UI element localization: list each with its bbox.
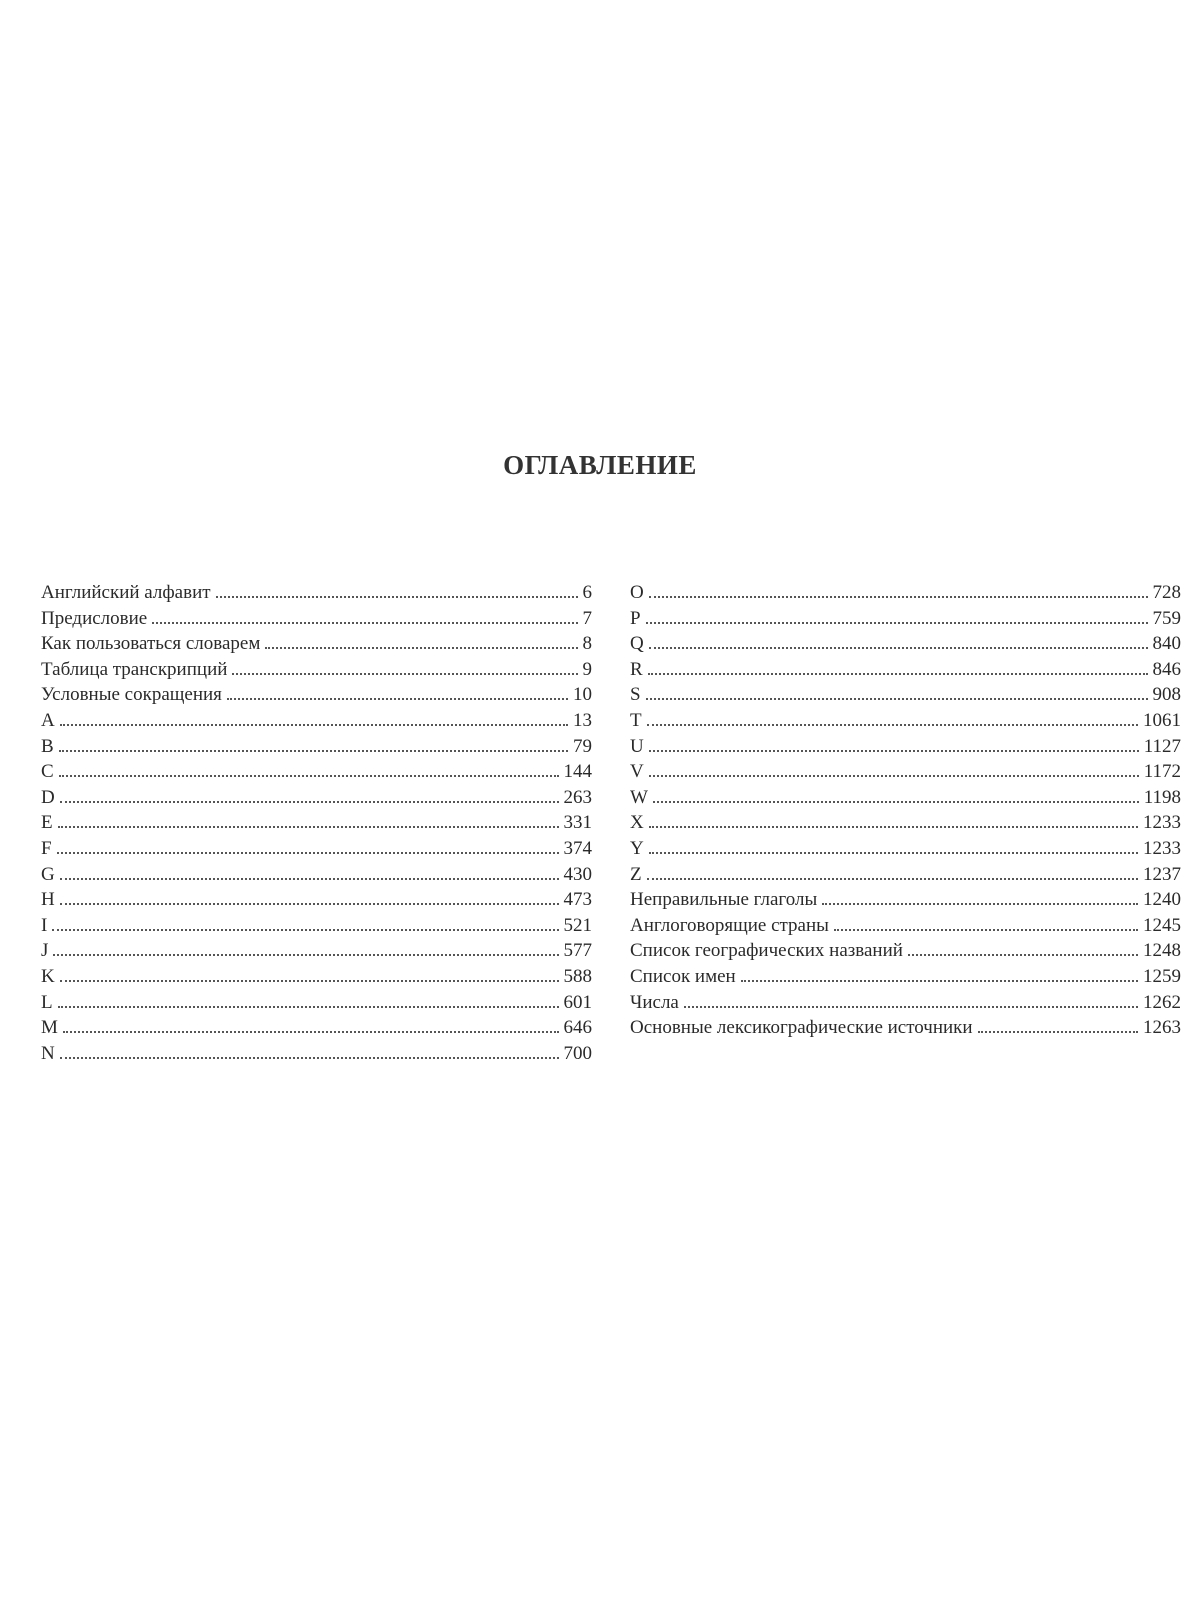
toc-entry-label: F [41, 837, 52, 859]
toc-entry-label: Англоговорящие страны [630, 914, 829, 936]
dot-leader [649, 647, 1148, 649]
toc-entry-page-number: 7 [582, 607, 592, 629]
dot-leader [52, 929, 558, 931]
toc-entry-label: Список географических названий [630, 940, 903, 962]
toc-entry-page-number: 473 [563, 889, 592, 911]
toc-entry-label: Неправильные глаголы [630, 889, 818, 911]
dot-leader [60, 1057, 559, 1059]
toc-entry-label: A [41, 709, 55, 731]
toc-entry [630, 964, 1181, 990]
dot-leader [216, 596, 578, 598]
toc-entry-label: Как пользоваться словарем [41, 633, 261, 655]
toc-entry-page-number: 9 [582, 658, 592, 680]
toc-entry [630, 938, 1181, 964]
toc-entry-page-number: 263 [563, 786, 592, 808]
toc-entry [630, 708, 1181, 734]
toc-entry [630, 862, 1181, 888]
toc-entry [41, 708, 592, 734]
toc-entry-page-number: 1263 [1143, 1017, 1181, 1039]
toc-entry [630, 836, 1181, 862]
toc-entry-page-number: 1233 [1143, 837, 1181, 859]
toc-entry [41, 580, 592, 606]
toc-entry-label: Предисловие [41, 607, 148, 629]
dot-leader [59, 775, 559, 777]
toc-entry-label: Z [630, 863, 642, 885]
toc-entry [630, 913, 1181, 939]
toc-entry [41, 810, 592, 836]
dot-leader [684, 1006, 1138, 1008]
toc-entry-page-number: 588 [563, 965, 592, 987]
dot-leader [232, 673, 577, 675]
toc-entry-label: Таблица транскрипций [41, 658, 228, 680]
toc-entry-page-number: 144 [563, 761, 592, 783]
toc-entry [630, 657, 1181, 683]
toc-entry [630, 606, 1181, 632]
toc-entry-label: P [630, 607, 641, 629]
dot-leader [60, 903, 559, 905]
toc-entry [41, 1041, 592, 1067]
toc-entry-page-number: 8 [582, 633, 592, 655]
toc-entry-label: T [630, 709, 642, 731]
toc-entry [41, 734, 592, 760]
toc-entry [630, 759, 1181, 785]
dot-leader [227, 698, 568, 700]
dot-leader [60, 801, 559, 803]
dot-leader [60, 980, 559, 982]
dot-leader [741, 980, 1138, 982]
toc-entry-page-number: 1248 [1143, 940, 1181, 962]
toc-entry-label: X [630, 812, 644, 834]
toc-entry-label: U [630, 735, 644, 757]
toc-entry-label: Числа [630, 991, 679, 1013]
toc-entry-page-number: 79 [573, 735, 592, 757]
toc-entry-label: Условные сокращения [41, 684, 222, 706]
toc-entry-page-number: 840 [1152, 633, 1181, 655]
toc-entry-page-number: 1240 [1143, 889, 1181, 911]
toc-entry-page-number: 1233 [1143, 812, 1181, 834]
toc-entry-label: D [41, 786, 55, 808]
dot-leader [59, 750, 568, 752]
toc-entry-label: S [630, 684, 641, 706]
toc-entry [630, 580, 1181, 606]
toc-entry [41, 785, 592, 811]
toc-entry [630, 785, 1181, 811]
toc-entry-page-number: 759 [1152, 607, 1181, 629]
dot-leader [648, 673, 1148, 675]
toc-entry-page-number: 700 [563, 1042, 592, 1064]
toc-entry [41, 836, 592, 862]
toc-entry-label: K [41, 965, 55, 987]
dot-leader [265, 647, 577, 649]
dot-leader [653, 801, 1139, 803]
toc-entry-label: L [41, 991, 53, 1013]
toc-entry-page-number: 1262 [1143, 991, 1181, 1013]
toc-entry-page-number: 1245 [1143, 914, 1181, 936]
dot-leader [57, 852, 559, 854]
dot-leader [60, 878, 559, 880]
toc-entry [41, 682, 592, 708]
toc-entry-label: E [41, 812, 53, 834]
dot-leader [649, 775, 1139, 777]
dot-leader [649, 852, 1138, 854]
toc-entry-label: I [41, 914, 48, 936]
toc-entry-page-number: 331 [563, 812, 592, 834]
dot-leader [822, 903, 1138, 905]
toc-entry-label: B [41, 735, 54, 757]
toc-entry-page-number: 521 [563, 914, 592, 936]
dot-leader [63, 1031, 559, 1033]
toc-entry [630, 631, 1181, 657]
toc-entry-label: Английский алфавит [41, 582, 211, 603]
toc-entry-label: H [41, 889, 55, 911]
toc-entry-label: Q [630, 633, 644, 655]
dot-leader [646, 698, 1148, 700]
toc-entry [41, 862, 592, 888]
toc-entry-page-number: 374 [563, 837, 592, 859]
toc-right-column [630, 580, 1181, 1041]
toc-entry-page-number: 846 [1152, 658, 1181, 680]
toc-entry-label: Y [630, 837, 644, 859]
toc-entry-label: N [41, 1042, 55, 1064]
toc-entry-label: M [41, 1017, 58, 1039]
toc-entry-label: R [630, 658, 643, 680]
dot-leader [152, 622, 577, 624]
dot-leader [834, 929, 1138, 931]
toc-entry-page-number: 1259 [1143, 965, 1181, 987]
toc-entry-label: Список имен [630, 965, 736, 987]
toc-entry-page-number: 728 [1152, 582, 1181, 603]
toc-entry-page-number: 13 [573, 709, 592, 731]
toc-entry [630, 887, 1181, 913]
toc-entry-page-number: 430 [563, 863, 592, 885]
toc-entry [41, 606, 592, 632]
toc-entry-page-number: 646 [563, 1017, 592, 1039]
toc-entry [630, 990, 1181, 1016]
toc-entry-page-number: 577 [563, 940, 592, 962]
toc-entry-page-number: 601 [563, 991, 592, 1013]
toc-entry [630, 734, 1181, 760]
toc-entry-page-number: 1172 [1143, 761, 1181, 783]
toc-entry [41, 938, 592, 964]
toc-entry-label: J [41, 940, 49, 962]
dot-leader [649, 750, 1139, 752]
toc-entry-page-number: 1061 [1143, 709, 1181, 731]
dot-leader [58, 826, 559, 828]
toc-entry [630, 682, 1181, 708]
toc-entry-page-number: 1127 [1143, 735, 1181, 757]
toc-entry [41, 913, 592, 939]
toc-entry-label: O [630, 582, 644, 603]
toc-entry [630, 1015, 1181, 1041]
dot-leader [60, 724, 568, 726]
toc-entry-page-number: 1237 [1143, 863, 1181, 885]
toc-entry-label: W [630, 786, 648, 808]
toc-entry-page-number: 10 [573, 684, 592, 706]
dot-leader [647, 878, 1138, 880]
toc-entry-label: G [41, 863, 55, 885]
toc-left-column [41, 580, 592, 1066]
toc-entry-label: V [630, 761, 644, 783]
toc-entry [41, 759, 592, 785]
dot-leader [646, 622, 1148, 624]
dot-leader [647, 724, 1138, 726]
toc-entry-page-number: 6 [582, 582, 592, 603]
toc-entry-page-number: 908 [1152, 684, 1181, 706]
toc-entry [41, 887, 592, 913]
toc-entry [41, 964, 592, 990]
toc-entry-page-number: 1198 [1143, 786, 1181, 808]
toc-entry [630, 810, 1181, 836]
dot-leader [58, 1006, 559, 1008]
toc-entry [41, 990, 592, 1016]
toc-entry-label: C [41, 761, 54, 783]
dot-leader [53, 954, 558, 956]
toc-entry-label: Основные лексикографические источники [630, 1017, 973, 1039]
dot-leader [908, 954, 1138, 956]
toc-entry [41, 657, 592, 683]
toc-entry [41, 1015, 592, 1041]
page-title: ОГЛАВЛЕНИЕ [503, 450, 697, 480]
dot-leader [649, 596, 1148, 598]
dot-leader [978, 1031, 1138, 1033]
dot-leader [649, 826, 1138, 828]
toc-entry [41, 631, 592, 657]
